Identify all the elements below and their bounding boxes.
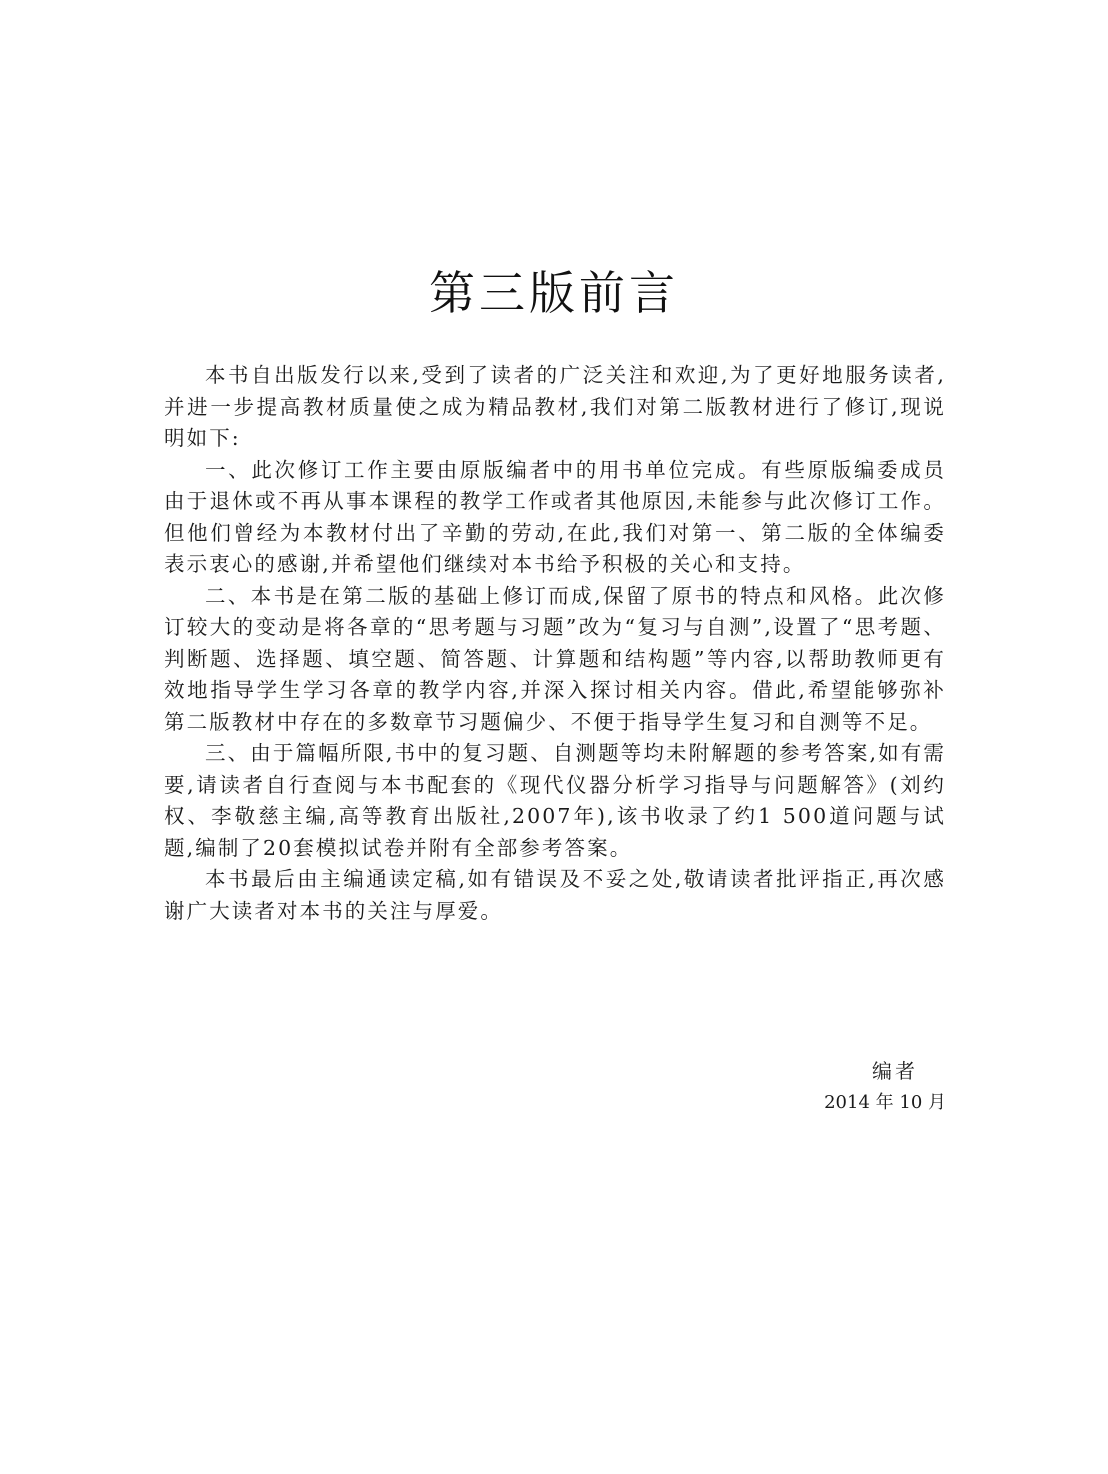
signature-block — [824, 1056, 946, 1120]
paragraph-point-three: 三、由于篇幅所限,书中的复习题、自测题等均未附解题的参考答案,如有需要,请读者自行查阅与本书配套的《现代仪器分析学习指导与问题解答》(刘约权、李敬慈主编,高等教育出版社,2007年),该书收录了约1 500道问题与试题,编制了20套模拟试卷并附有全部参考答案。 — [164, 741, 946, 860]
paragraph-point-one: 一、此次修订工作主要由原版编者中的用书单位完成。有些原版编委成员由于退休或不再从事本课程的教学工作或者其他原因,未能参与此次修订工作。但他们曾经为本教材付出了辛勤的劳动,在此,我们对第一、第二版的全体编委表示衷心的感谢,并希望他们继续对本书给予积极的关心和支持。 — [164, 457, 946, 576]
paragraph-intro: 本书自出版发行以来,受到了读者的广泛关注和欢迎,为了更好地服务读者,并进一步提高教材质量使之成为精品教材,我们对第二版教材进行了修订,现说明如下: — [164, 363, 946, 450]
preface-body — [164, 360, 946, 927]
page-title: 第三版前言 — [429, 265, 679, 320]
paragraph-point-two: 二、本书是在第二版的基础上修订而成,保留了原书的特点和风格。此次修订较大的变动是将各章的“思考题与习题”改为“复习与自测”,设置了“思考题、判断题、选择题、填空题、简答题、计算题和结构题”等内容,以帮助教师更有效地指导学生学习各章的教学内容,并深入探讨相关内容。借此,希望能够弥补第二版教材中存在的多数章节习题偏少、不便于指导学生复习和自测等不足。 — [164, 583, 946, 734]
signature-date: 2014 年 10 月 — [824, 1092, 946, 1113]
signature-author: 编者 — [872, 1059, 918, 1083]
paragraph-closing: 本书最后由主编通读定稿,如有错误及不妥之处,敬请读者批评指正,再次感谢广大读者对本书的关注与厚爱。 — [164, 867, 946, 923]
